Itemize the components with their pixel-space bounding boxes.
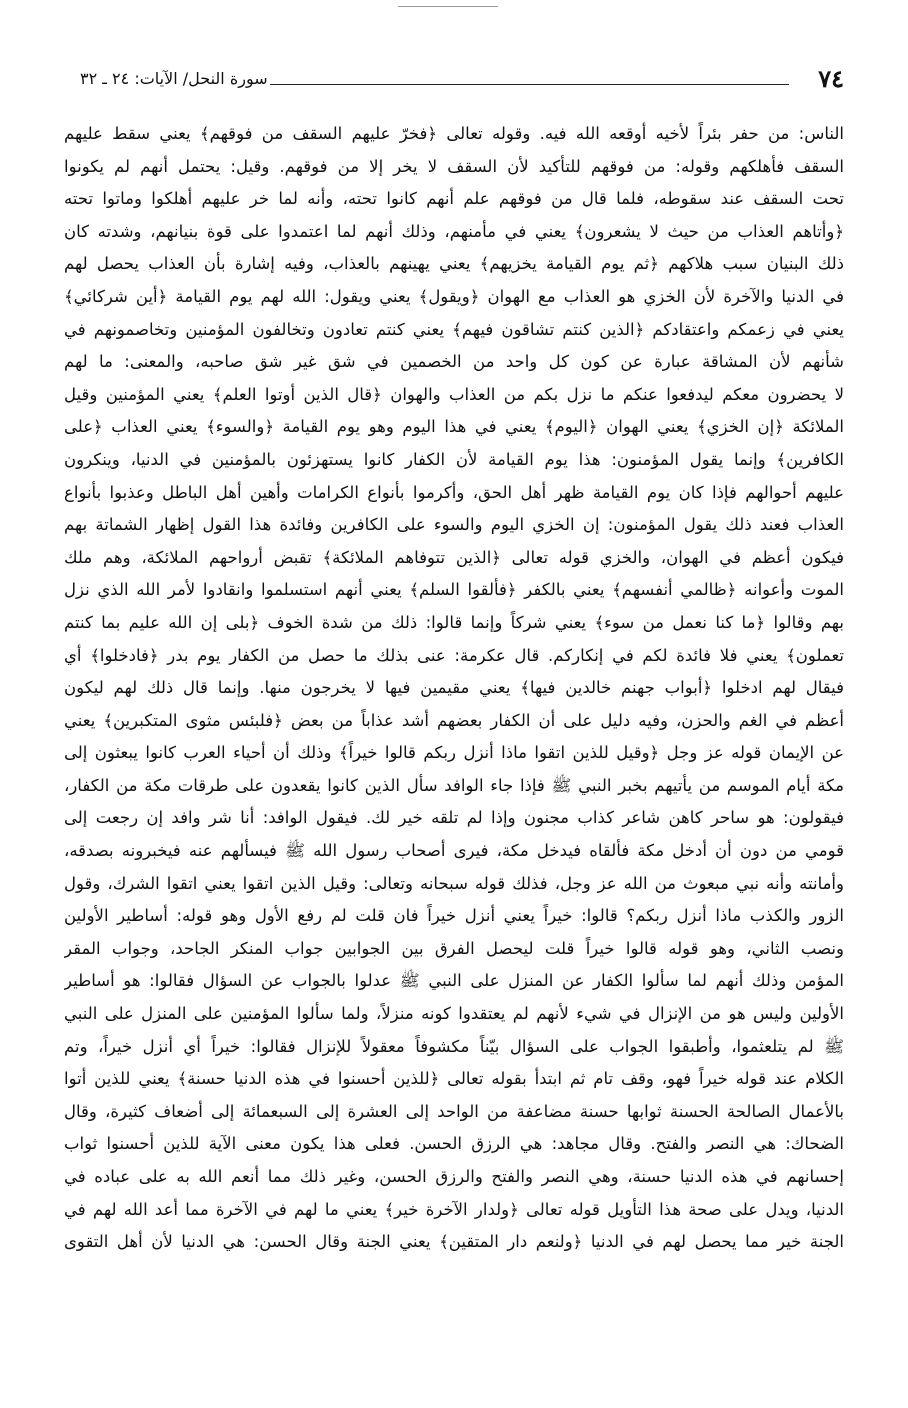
text-line: الملائكة ﴿إن الخزي﴾ يعني الهوان ﴿اليوم﴾ يعني في هذا اليوم وهو يوم القيامة ﴿والسوء﴾ يعني العذاب ﴿على xyxy=(64,417,844,437)
text-line: الجنة خير مما يحصل لهم في الدنيا ﴿ولنعم دار المتقين﴾ يعني الجنة وقال الحسن: هي الدنيا لأن أهل التقوى xyxy=(64,1232,844,1252)
text-line: لا يحضرون معكم ليدفعوا عنكم ما نزل بكم من العذاب والهوان ﴿قال الذين أوتوا العلم﴾ يعني المؤمنين وقيل xyxy=(64,384,844,404)
body-text xyxy=(64,118,844,1259)
text-line: شأنهم لأن المشاقة عبارة عن كون كل واحد من الخصمين في شق غير شق صاحبه، والمعنى: ما لهم xyxy=(64,352,844,372)
page-number: ٧٤ xyxy=(818,64,844,93)
header-rule xyxy=(270,84,789,85)
text-line: الزور والكذب ماذا أنزل ربكم؟ قالوا: خيراً يعني أنزل خيراً فان قلت لم رفع الأول وهو قوله: أساطير الأولين xyxy=(64,906,844,926)
text-line: الدنيا، ويدل على صحة هذا التأويل قوله تعالى ﴿ولدار الآخرة خير﴾ يعني ما لهم في الآخرة مما أعد الله لهم في xyxy=(64,1199,844,1219)
text-line: تحت السقف عند سقوطه، فلما قال من فوقهم علم أنهم كانوا تحته، وأنه لما خر عليهم أهلكوا وماتوا تحته xyxy=(64,189,844,209)
text-line: مكة أيام الموسم من يأتيهم بخبر النبي ﷺ فإذا جاء الوافد سأل الذين كانوا يقعدون على طرقات مكة من الكفار، xyxy=(64,775,844,795)
text-line: بالأعمال الصالحة الحسنة ثوابها حسنة مضاعفة من الواحد إلى العشرة إلى السبعمائة إلى أضعاف كثيرة، وقال xyxy=(64,1101,844,1121)
text-line: الكلام عند قوله خيراً فهو، وقف تام ثم ابتدأ بقوله تعالى ﴿للذين أحسنوا في هذه الدنيا حسنة﴾ يعني للذين أتوا xyxy=(64,1069,844,1089)
top-edge-mark xyxy=(398,6,498,7)
text-line: فيكون أعظم في الهوان، والخزي قوله تعالى ﴿الذين تتوفاهم الملائكة﴾ تقبض أرواحهم الملائكة، وهم ملك xyxy=(64,547,844,567)
text-line: السقف فأهلكهم وقوله: من فوقهم للتأكيد لأن السقف لا يخر إلا من فوقهم. وقيل: يحتمل أنهم لم يكونوا xyxy=(64,156,844,176)
text-line: فيقولون: هو ساحر كاهن شاعر كذاب مجنون وإذا لم تلقه خير لك. فيقول الوافد: أنا شر وافد إن رجعت إلى xyxy=(64,808,844,828)
text-line: الكافرين﴾ وإنما يقول المؤمنون: هذا يوم القيامة لأن الكفار كانوا يستهزئون بالمؤمنين في الدنيا، وينكرون xyxy=(64,449,844,469)
text-line: ذلك البنيان سبب هلاكهم ﴿ثم يوم القيامة يخزيهم﴾ يعني يهينهم بالعذاب، وفيه إشارة بأن العذاب يحصل لهم xyxy=(64,254,844,274)
text-line: في الدنيا والآخرة لأن الخزي هو العذاب مع الهوان ﴿ويقول﴾ يعني ويقول: الله لهم يوم القيامة ﴿أين شركائي﴾ xyxy=(64,286,844,306)
text-line: المؤمن وذلك أنهم لما سألوا الكفار عن المنزل على النبي ﷺ عدلوا بالجواب عن السؤال فقالوا: هو أساطير xyxy=(64,971,844,991)
text-line: الموت وأعوانه ﴿ظالمي أنفسهم﴾ يعني بالكفر ﴿فألقوا السلم﴾ يعني أنهم استسلموا وانقادوا لأمر الله الذي نزل xyxy=(64,580,844,600)
text-line: فيقال لهم ادخلوا ﴿أبواب جهنم خالدين فيها﴾ يعني مقيمين فيها لا يخرجون منها. وإنما قال ذلك لهم ليكون xyxy=(64,678,844,698)
text-line: إحسانهم في هذه الدنيا حسنة، وهي النصر والفتح والرزق الحسن، وغير ذلك مما أنعم الله به على عباده في xyxy=(64,1167,844,1186)
text-line: أعظم في الغم والحزن، وفيه دليل على أن الكفار بعضهم أشد عذاباً من بعض ﴿فلبئس مثوى المتكبرين﴾ يعني xyxy=(64,710,844,730)
text-line: تعملون﴾ يعني فلا فائدة لكم في إنكاركم. قال عكرمة: عنى بذلك ما حصل من الكفار يوم بدر ﴿فادخلوا﴾ أي xyxy=(64,645,844,665)
text-line: العذاب فعند ذلك يقول المؤمنون: إن الخزي اليوم والسوء على الكافرين وفائدة هذا القول إظهار الشماتة بهم xyxy=(64,515,844,535)
text-line: عليهم أحوالهم فإذا كان يوم القيامة ظهر أهل الحق، وأكرموا بأنواع الكرامات وأهين أهل الباطل وعذبوا بأنواع xyxy=(64,482,844,502)
text-line: بهم وقالوا ﴿ما كنا نعمل من سوء﴾ يعني شركاً وإنما قالوا: ذلك من شدة الخوف ﴿بلى إن الله عليم بما كنتم xyxy=(64,612,844,632)
running-header xyxy=(80,66,844,94)
text-line: ﴿وأتاهم العذاب من حيث لا يشعرون﴾ يعني في مأمنهم، وذلك أنهم لما اعتمدوا على قوة بنيانهم، وشدته كان xyxy=(64,221,844,241)
text-line: ﷺ لم يتلعثموا، وأطبقوا الجواب على السؤال بيّناً مكشوفاً معقولاً للإنزال فقالوا: خيراً أي أنزل خيراً، وتم xyxy=(64,1036,844,1056)
text-line: قومي من دون أن أدخل مكة فألقاه فيدخل مكة، فيرى أصحاب رسول الله ﷺ فيسألهم عنه فيخبرونه بصدقه، xyxy=(64,841,844,861)
text-line: الناس: من حفر بئراً لأخيه أوقعه الله فيه. وقوله تعالى ﴿فخرّ عليهم السقف من فوقهم﴾ يعني سقط عليهم xyxy=(64,124,844,143)
text-line: وأمانته وأنه نبي مبعوث من الله عز وجل، فذلك قوله سبحانه وتعالى: وقيل الذين اتقوا يعني اتقوا الشرك، وقول xyxy=(64,873,844,893)
text-line: عن الإيمان قوله عز وجل ﴿وقيل للذين اتقوا ماذا أنزل ربكم قالوا خيراً﴾ وذلك أن أحياء العرب كانوا يبعثون إلى xyxy=(64,743,844,763)
text-line: الضحاك: هي النصر والفتح. وقال مجاهد: هي الرزق الحسن. فعلى هذا يكون معنى الآية للذين أحسنوا ثواب xyxy=(64,1134,844,1154)
header-title: سورة النحل/ الآيات: ٢٤ ـ ٣٢ xyxy=(80,69,268,88)
text-line: الأولين وليس هو من الإنزال في شيء لأنهم لم يعتقدوا كونه منزلاً، ولما سألوا المؤمنين على المنزل على النبي xyxy=(64,1004,844,1024)
text-line: ونصب الثاني، وهو قوله قالوا خيراً قلت ليحصل الفرق بين الجوابين جواب المنكر الجاحد، وجواب المقر xyxy=(64,938,844,958)
text-line: يعني في زعمكم واعتقادكم ﴿الذين كنتم تشاقون فيهم﴾ يعني كنتم تعادون وتخالفون المؤمنين وتخاصمونهم في xyxy=(64,319,844,339)
